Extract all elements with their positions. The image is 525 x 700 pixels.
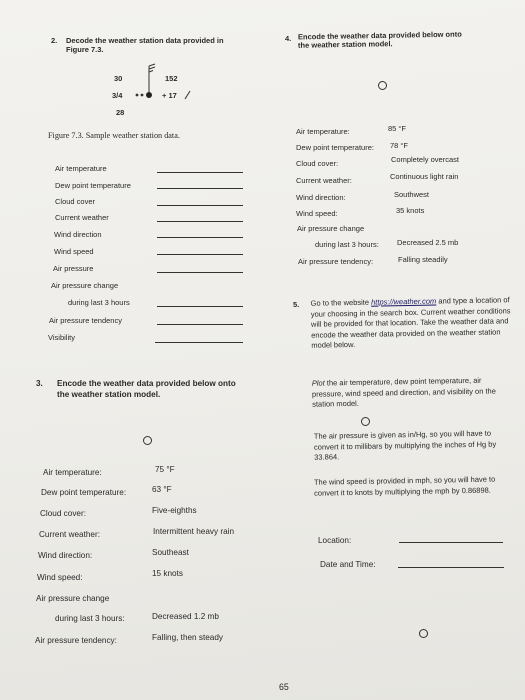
q3-wind-speed-label: Wind speed: (37, 573, 83, 582)
q2-blank-wind-direction[interactable] (157, 237, 243, 238)
q3-pressure-tendency-value: Falling, then steady (152, 633, 224, 642)
q2-label-current-weather: Current weather (55, 213, 109, 222)
q3-dew-point-value: 63 °F (152, 485, 172, 494)
q3-current-weather-value: Intermittent heavy rain (153, 527, 235, 536)
q5-plot-instructions (312, 375, 509, 410)
q2-label-last-3-hours: during last 3 hours (68, 298, 130, 307)
weather-website-link[interactable]: https://weather.com (371, 296, 437, 307)
q5-location-blank[interactable] (399, 542, 503, 543)
q3-air-temp-value: 75 °F (155, 465, 175, 474)
q4-pressure-tendency-label: Air pressure tendency: (298, 257, 374, 266)
q2-label-cloud-cover: Cloud cover (55, 197, 96, 206)
station-visibility: 3/4 (112, 91, 123, 100)
q4-wind-direction-label: Wind direction: (296, 193, 346, 202)
q4-cloud-cover-value: Completely overcast (391, 155, 459, 164)
q5-body: and type a location of your choosing in the search box. Current weather conditions will be provided for that location. Take the weather data and encode the weather data provided on the weather station model below. (310, 295, 511, 350)
q3-prompt-line1: Encode the weather data provided below onto (57, 379, 236, 388)
q4-wind-speed-label: Wind speed: (296, 209, 338, 218)
q4-station-model-circle[interactable] (378, 81, 387, 90)
q2-label-pressure-change: Air pressure change (51, 281, 119, 290)
q2-blank-last-3-hours[interactable] (157, 306, 243, 307)
q4-pressure-change-label: Air pressure change (297, 224, 365, 233)
station-pressure: 152 (165, 74, 178, 83)
q3-number: 3. (36, 379, 43, 388)
q5-wind-note: The wind speed is provided in mph, so you will have to convert it to knots by multiplying the mph by 0.86898. (313, 474, 496, 498)
q2-blank-cloud-cover[interactable] (157, 205, 243, 206)
q5-station-model-circle-upper[interactable] (361, 417, 370, 426)
q5-station-model-circle[interactable] (419, 629, 428, 638)
q2-prompt-line1: Decode the weather station data provided in (66, 36, 224, 45)
q4-last-3-hours-value: Decreased 2.5 mb (397, 238, 459, 247)
q2-label-pressure-tendency: Air pressure tendency (49, 316, 122, 325)
q4-wind-direction-value: Southwest (394, 190, 430, 199)
q5-plot-lead: Plot (311, 378, 325, 388)
q3-current-weather-label: Current weather: (39, 530, 100, 539)
q3-wind-direction-value: Southeast (152, 548, 189, 557)
q5-pressure-note: The air pressure is given as in/Hg, so you will have to convert it to millibars by multiplying the inches of Hg by 33.864. (313, 428, 497, 462)
q4-last-3-hours-label: during last 3 hours: (315, 240, 379, 249)
q3-station-model-circle[interactable] (143, 436, 152, 445)
q3-prompt-line2: the weather station model. (57, 390, 161, 399)
station-dewpoint: 28 (116, 108, 125, 117)
page-number: 65 (279, 682, 289, 692)
q2-label-wind-speed: Wind speed (54, 247, 94, 256)
q3-cloud-cover-label: Cloud cover: (40, 509, 86, 518)
q2-blank-dew-point[interactable] (157, 188, 243, 189)
q4-cloud-cover-label: Cloud cover: (296, 159, 339, 168)
q3-last-3-hours-value: Decreased 1.2 mb (152, 612, 219, 621)
q4-number: 4. (285, 34, 292, 43)
q2-blank-wind-speed[interactable] (157, 254, 243, 255)
q4-pressure-tendency-value: Falling steadily (398, 255, 448, 264)
q5-number: 5. (293, 300, 300, 309)
figure-caption: Figure 7.3. Sample weather station data. (48, 131, 180, 140)
q2-label-wind-direction: Wind direction (54, 230, 102, 239)
q4-air-temp-value: 85 °F (388, 124, 407, 133)
station-model-icon (130, 62, 210, 104)
q3-pressure-tendency-label: Air pressure tendency: (35, 636, 117, 645)
q4-dew-point-value: 78 °F (390, 141, 409, 150)
q3-pressure-change-label: Air pressure change (36, 594, 110, 603)
q4-prompt-line2: the weather station model. (297, 39, 393, 50)
q3-wind-direction-label: Wind direction: (38, 551, 93, 560)
q2-label-air-pressure: Air pressure (53, 264, 94, 273)
q5-location-label: Location: (318, 536, 352, 545)
q4-air-temp-label: Air temperature: (296, 127, 350, 136)
q5-intro: Go to the website (310, 297, 370, 308)
q4-current-weather-value: Continuous light rain (390, 172, 459, 181)
q2-blank-visibility[interactable] (155, 342, 243, 343)
q5-plot-rest: the air temperature, dew point temperature, air pressure, wind speed and direction, and visibility on the station model. (311, 375, 496, 409)
q2-label-dew-point: Dew point temperature (55, 181, 131, 190)
q4-wind-speed-value: 35 knots (396, 206, 425, 215)
q4-prompt-line1: Encode the weather data provided below onto (297, 29, 462, 42)
q3-wind-speed-value: 15 knots (152, 569, 183, 578)
q2-prompt-line2: Figure 7.3. (66, 45, 104, 54)
q4-dew-point-label: Dew point temperature: (296, 143, 374, 152)
q4-current-weather-label: Current weather: (296, 176, 352, 185)
q2-blank-air-pressure[interactable] (157, 272, 243, 273)
station-temp: 30 (114, 74, 123, 83)
q5-instructions (311, 295, 512, 351)
q2-number: 2. (51, 36, 58, 45)
q2-label-air-temperature: Air temperature (55, 164, 107, 173)
q2-blank-current-weather[interactable] (157, 221, 243, 222)
q3-cloud-cover-value: Five-eighths (152, 506, 197, 515)
q2-blank-air-temperature[interactable] (157, 172, 243, 173)
q5-datetime-label: Date and Time: (320, 560, 376, 569)
q3-air-temp-label: Air temperature: (43, 468, 102, 477)
q5-datetime-blank[interactable] (398, 567, 504, 568)
q2-blank-pressure-tendency[interactable] (157, 324, 243, 325)
station-tendency: + 17 (162, 91, 177, 100)
q2-label-visibility: Visibility (48, 333, 75, 342)
q3-dew-point-label: Dew point temperature: (41, 488, 127, 497)
q3-last-3-hours-label: during last 3 hours: (55, 614, 125, 623)
